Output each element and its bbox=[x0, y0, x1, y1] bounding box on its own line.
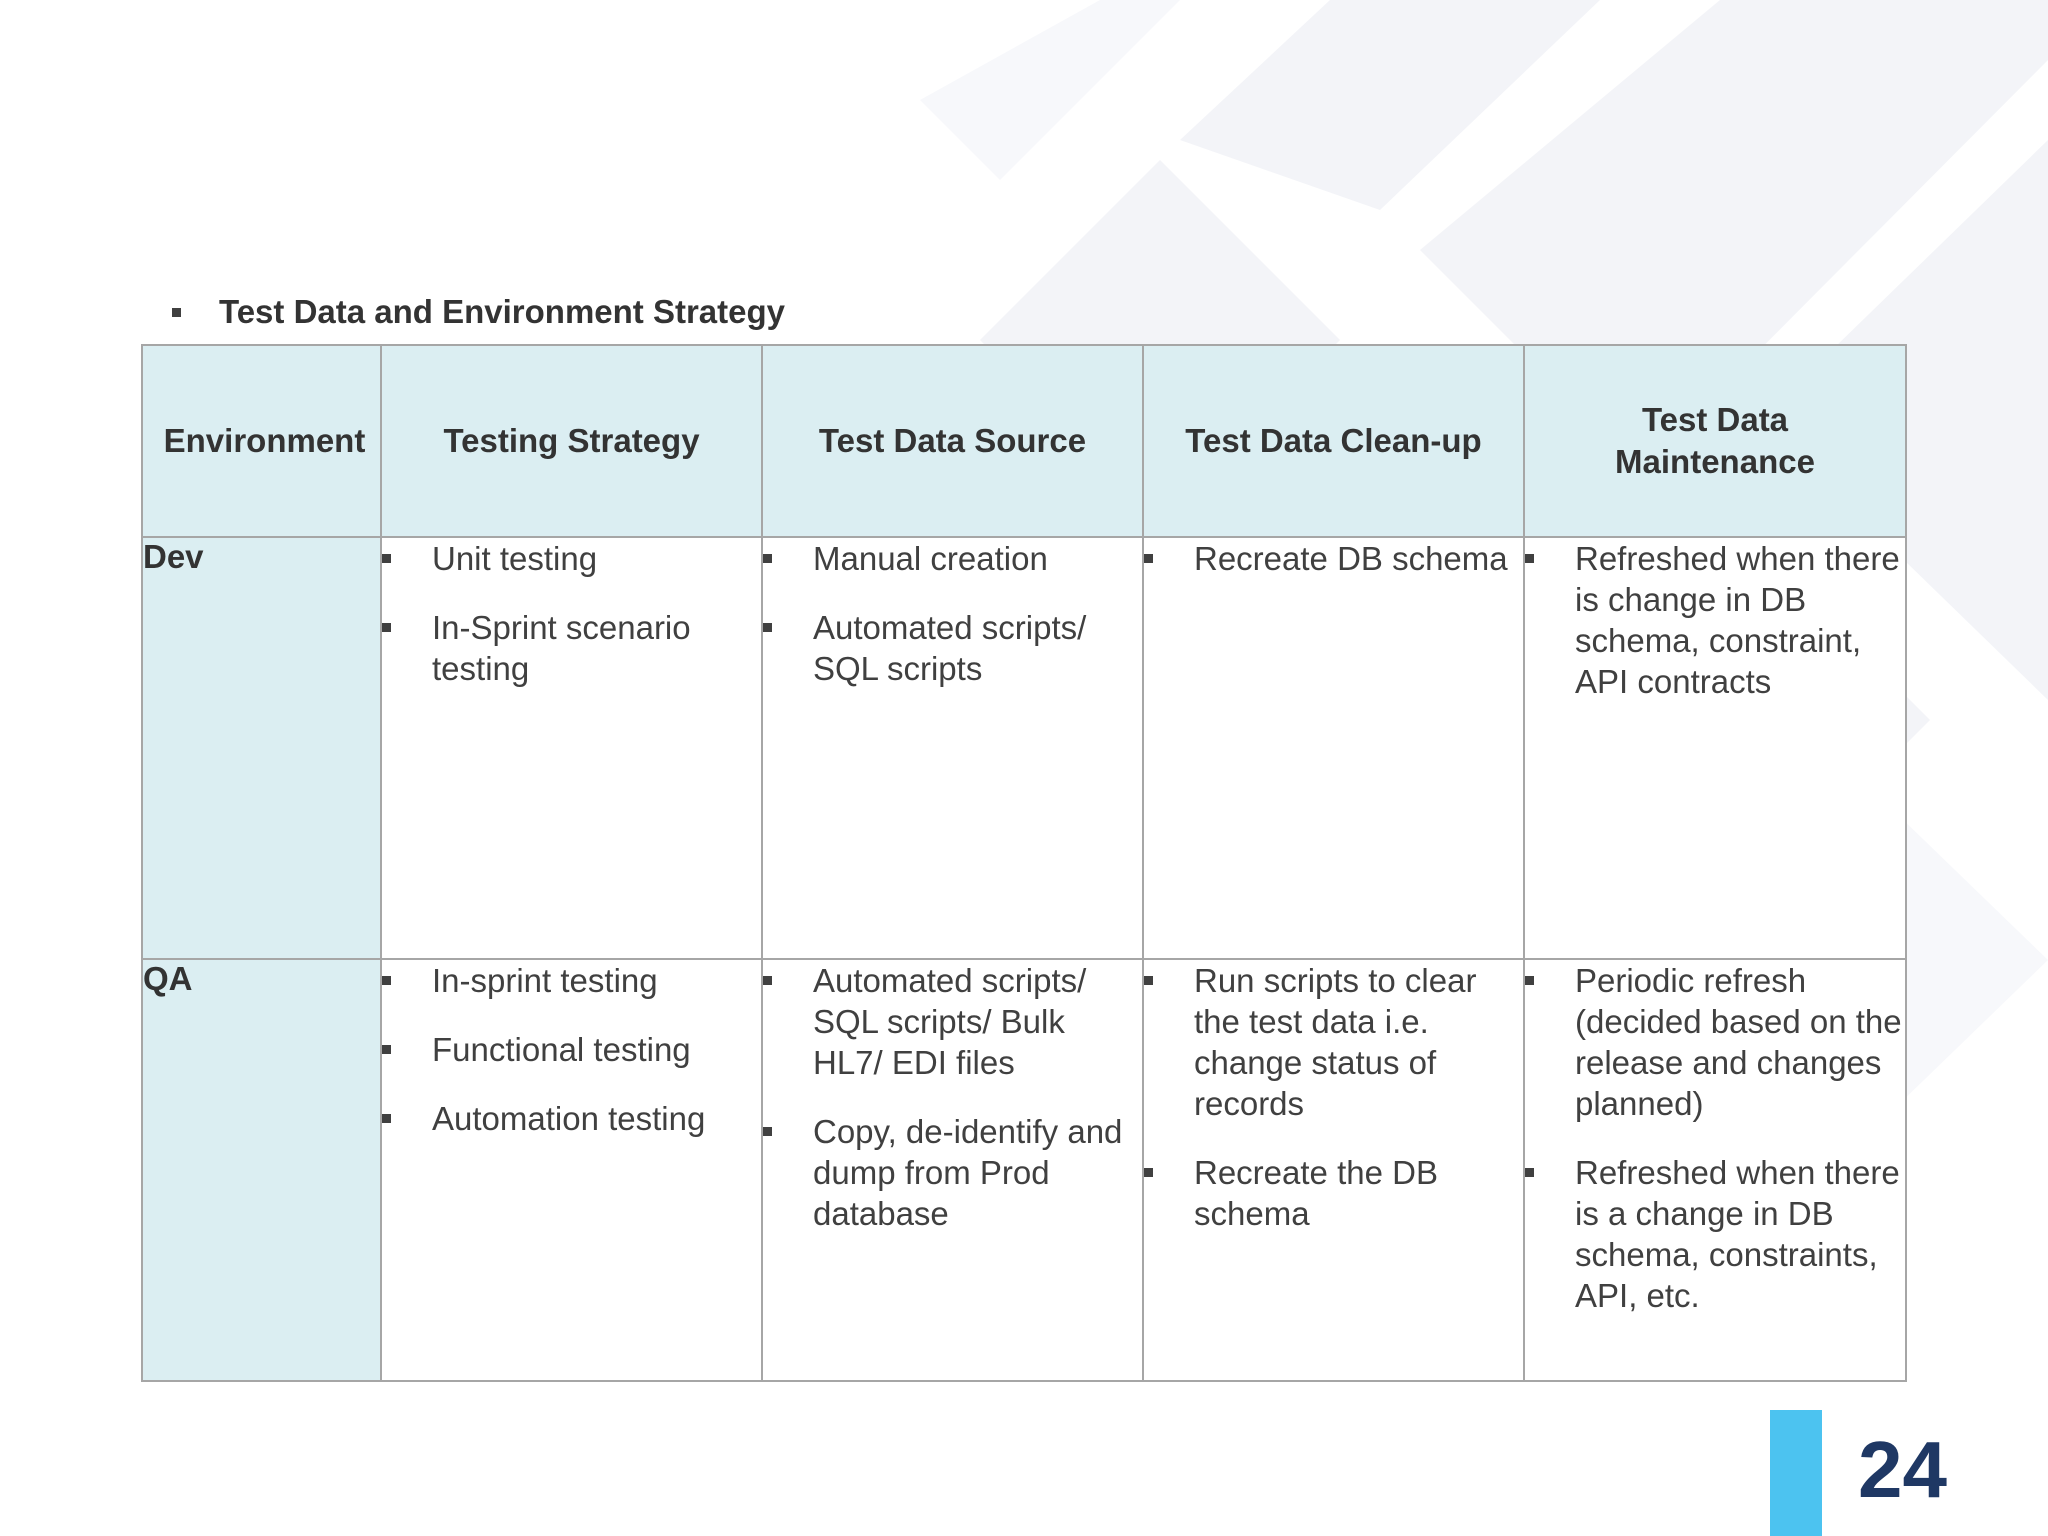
list-item bbox=[1144, 960, 1523, 1124]
table-row bbox=[142, 959, 1906, 1381]
testing-strategy-cell bbox=[381, 537, 762, 959]
list-item-text: In-Sprint scenario testing bbox=[432, 609, 691, 687]
list-item-text: Recreate the DB schema bbox=[1194, 1154, 1438, 1232]
square-bullet-icon bbox=[763, 623, 772, 632]
list-item-text: Automated scripts/ SQL scripts/ Bulk HL7/ EDI files bbox=[813, 962, 1087, 1081]
list-item bbox=[382, 607, 761, 689]
square-bullet-icon bbox=[382, 623, 391, 632]
list-item bbox=[763, 538, 1142, 579]
column-header-testing-strategy: Testing Strategy bbox=[381, 345, 762, 537]
square-bullet-icon bbox=[382, 554, 391, 563]
list-item-text: In-sprint testing bbox=[432, 962, 658, 999]
test-data-cleanup-cell bbox=[1143, 537, 1524, 959]
test-data-source-cell bbox=[762, 537, 1143, 959]
square-bullet-icon bbox=[763, 976, 772, 985]
list-item bbox=[763, 960, 1142, 1083]
testing-strategy-cell bbox=[381, 959, 762, 1381]
list-item-text: Refreshed when there is a change in DB schema, constraints, API, etc. bbox=[1575, 1154, 1900, 1314]
list-item-text: Refreshed when there is change in DB schema, constraint, API contracts bbox=[1575, 540, 1900, 700]
list-item bbox=[1144, 538, 1523, 579]
column-header-test-data-cleanup: Test Data Clean-up bbox=[1143, 345, 1524, 537]
heading-text: Test Data and Environment Strategy bbox=[219, 293, 786, 330]
square-bullet-icon bbox=[1525, 554, 1534, 563]
table-row bbox=[142, 537, 1906, 959]
test-data-source-cell bbox=[762, 959, 1143, 1381]
list-item-text: Run scripts to clear the test data i.e. change status of records bbox=[1194, 962, 1477, 1122]
square-bullet-icon bbox=[1144, 554, 1153, 563]
table-header-row bbox=[142, 345, 1906, 537]
square-bullet-icon bbox=[763, 1127, 772, 1136]
square-bullet-icon bbox=[1144, 976, 1153, 985]
list-item-text: Automated scripts/ SQL scripts bbox=[813, 609, 1087, 687]
list-item bbox=[1144, 1152, 1523, 1234]
environment-cell: QA bbox=[142, 959, 381, 1381]
test-data-maintenance-cell bbox=[1524, 959, 1906, 1381]
section-heading bbox=[172, 290, 785, 334]
list-item bbox=[382, 1029, 761, 1070]
list-item-text: Manual creation bbox=[813, 540, 1048, 577]
list-item bbox=[1525, 538, 1905, 702]
column-header-test-data-source: Test Data Source bbox=[762, 345, 1143, 537]
square-bullet-icon bbox=[1144, 1168, 1153, 1177]
square-bullet-icon bbox=[172, 308, 181, 317]
page-number: 24 bbox=[1858, 1425, 1947, 1514]
page-accent-bar bbox=[1770, 1410, 1822, 1536]
list-item bbox=[763, 1111, 1142, 1234]
square-bullet-icon bbox=[382, 976, 391, 985]
square-bullet-icon bbox=[1525, 1168, 1534, 1177]
column-header-environment: Environment bbox=[142, 345, 381, 537]
list-item bbox=[763, 607, 1142, 689]
strategy-table bbox=[141, 344, 1907, 1382]
list-item bbox=[382, 1098, 761, 1139]
list-item bbox=[1525, 960, 1905, 1124]
square-bullet-icon bbox=[1525, 976, 1534, 985]
list-item-text: Automation testing bbox=[432, 1100, 706, 1137]
list-item-text: Periodic refresh (decided based on the release and changes planned) bbox=[1575, 962, 1902, 1122]
test-data-cleanup-cell bbox=[1143, 959, 1524, 1381]
list-item bbox=[382, 960, 761, 1001]
environment-cell: Dev bbox=[142, 537, 381, 959]
list-item bbox=[1525, 1152, 1905, 1316]
square-bullet-icon bbox=[763, 554, 772, 563]
test-data-maintenance-cell bbox=[1524, 537, 1906, 959]
square-bullet-icon bbox=[382, 1045, 391, 1054]
list-item-text: Copy, de-identify and dump from Prod database bbox=[813, 1113, 1123, 1232]
list-item-text: Functional testing bbox=[432, 1031, 691, 1068]
column-header-test-data-maintenance: Test Data Maintenance bbox=[1524, 345, 1906, 537]
square-bullet-icon bbox=[382, 1114, 391, 1123]
list-item-text: Unit testing bbox=[432, 540, 598, 577]
list-item-text: Recreate DB schema bbox=[1194, 540, 1508, 577]
list-item bbox=[382, 538, 761, 579]
